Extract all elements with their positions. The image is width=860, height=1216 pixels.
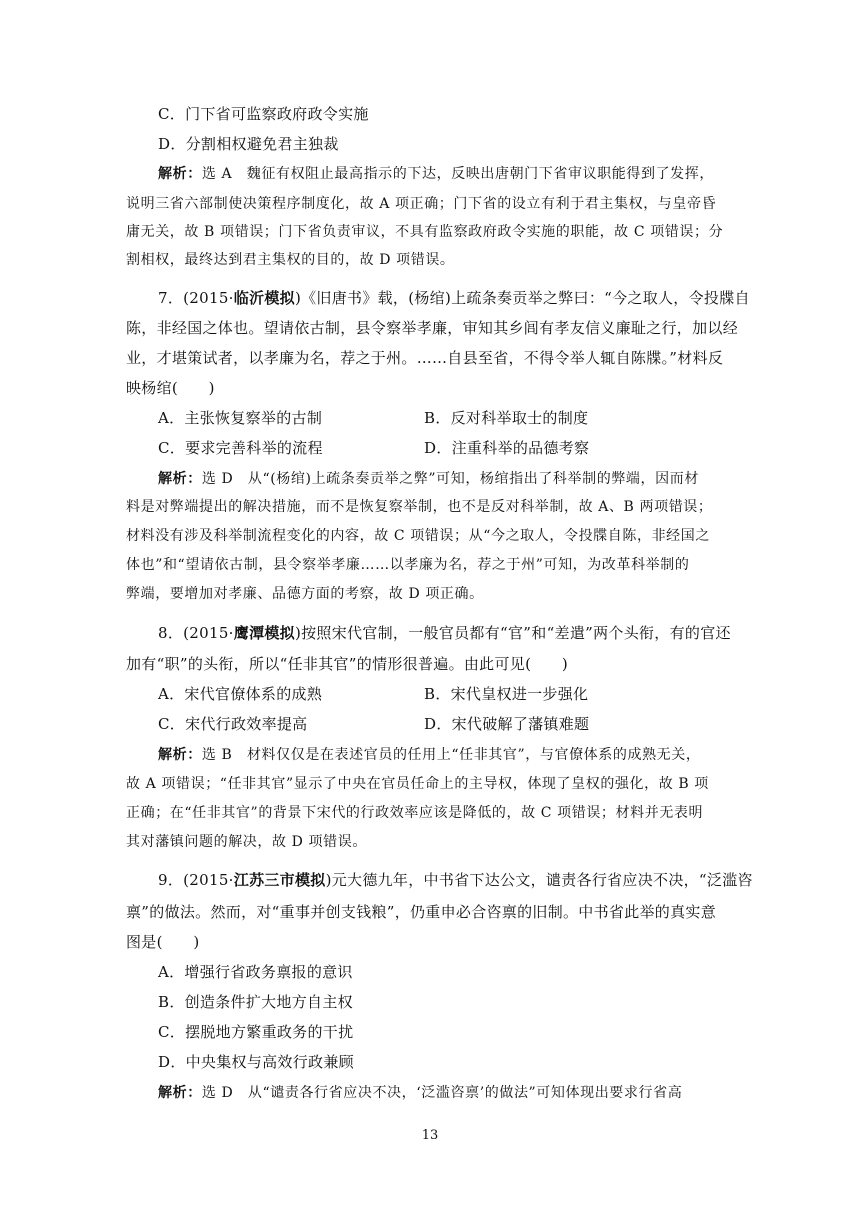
q8-analysis-line: 正确；在“任非其官”的背景下宋代的行政效率应该是降低的，故 C 项错误；材料并无表明 [126, 805, 704, 821]
q6-analysis-line: 割相权，最终达到君主集权的目的，故 D 项错误。 [126, 252, 455, 268]
source-suffix: ) [294, 289, 302, 307]
question-number: 7． [158, 289, 184, 307]
q7-stem-line: 业，才堪策试者，以孝廉为名，荐之于州。……自县至省，不得令举人辄自陈牒。”材料反 [126, 349, 724, 367]
q7-stem [158, 288, 750, 308]
q7-analysis-line: 体也”和“望请依古制，县令察举孝廉……以孝廉为名，荐之于州”可知，为改革科举制的 [126, 557, 690, 573]
q6-option-c: C．门下省可监察政府政令实施 [158, 105, 369, 123]
analysis-label: 解析： [158, 1085, 202, 1101]
question-number: 9． [158, 871, 184, 889]
source-prefix: (2015· [183, 289, 234, 307]
q9-analysis-line [158, 1083, 682, 1103]
stem-text: 元大德九年，中书省下达公文，谴责各行省应决不决，“泛滥咨 [331, 871, 753, 889]
q6-analysis-line [158, 164, 714, 184]
q7-option-a: A．主张恢复察举的古制 [158, 409, 323, 427]
q7-option-b: B．反对科举取士的制度 [424, 409, 589, 427]
q8-option-a: A．宋代官僚体系的成熟 [158, 685, 323, 703]
q7-stem-line: 陈，非经国之体也。望请依古制，县令察举孝廉，审知其乡闾有孝友信义廉耻之行，加以经 [126, 319, 739, 337]
q7-analysis-line: 弊端，要增加对孝廉、品德方面的考察，故 D 项正确。 [126, 586, 484, 602]
source-suffix: ) [294, 624, 302, 642]
q9-option-b: B．创造条件扩大地方自主权 [158, 993, 353, 1011]
q9-stem [158, 870, 753, 890]
source-prefix: (2015· [183, 624, 234, 642]
q8-option-c: C．宋代行政效率提高 [158, 715, 308, 733]
source-name: 鹰潭模拟 [233, 624, 295, 642]
analysis-text: 选 B 材料仅仅是在表述官员的任用上“任非其官”，与官僚体系的成熟无关， [201, 747, 701, 763]
q6-analysis-line: 庸无关，故 B 项错误；门下省负责审议，不具有监察政府政令实施的职能，故 C 项错误；分 [126, 224, 724, 240]
stem-text: 按照宋代官制，一般官员都有“官”和“差遣”两个头衔，有的官还 [301, 624, 731, 642]
q8-option-b: B．宋代皇权进一步强化 [424, 685, 589, 703]
page-number: 13 [421, 1128, 439, 1143]
source-suffix: ) [325, 871, 332, 889]
q7-stem-line: 映杨绾( ) [126, 379, 215, 397]
q9-option-a: A．增强行省政务禀报的意识 [158, 963, 353, 981]
source-name: 江苏三市模拟 [233, 871, 326, 889]
analysis-label: 解析： [158, 166, 202, 182]
q8-analysis-line: 故 A 项错误；“任非其官”显示了中央在官员任命上的主导权，体现了皇权的强化，故 B 项 [126, 776, 709, 792]
q9-stem-line: 禀”的做法。然而，对“重事并创支钱粮”，仍重申必合咨禀的旧制。中书省此举的真实意 [126, 903, 717, 921]
q7-option-c: C．要求完善科举的流程 [158, 439, 323, 457]
analysis-text: 选 D 从“谴责各行省应决不决，‘泛滥咨禀’的做法”可知体现出要求行省高 [201, 1085, 683, 1101]
question-number: 8． [158, 624, 184, 642]
analysis-label: 解析： [158, 471, 202, 487]
analysis-text: 选 D 从“(杨绾)上疏条奏贡举之弊”可知，杨绾指出了科举制的弊端，因而材 [201, 471, 699, 487]
q7-analysis-line: 材料没有涉及科举制流程变化的内容，故 C 项错误；从“今之取人，令投牒自陈，非经国之 [126, 528, 710, 544]
stem-text: 《旧唐书》载，(杨绾)上疏条奏贡举之弊曰：“今之取人，令投牒自 [301, 289, 750, 307]
q8-option-d: D．宋代破解了藩镇难题 [424, 715, 590, 733]
q9-stem-line: 图是( ) [126, 933, 200, 951]
q7-analysis-line: 料是对弊端提出的解决措施，而不是恢复察举制，也不是反对科举制，故 A、B 两项错误； [126, 499, 713, 515]
q9-option-c: C．摆脱地方繁重政务的干扰 [158, 1023, 354, 1041]
q7-option-d: D．注重科举的品德考察 [424, 439, 590, 457]
analysis-text: 选 A 魏征有权阻止最高指示的下达，反映出唐朝门下省审议职能得到了发挥， [201, 166, 714, 182]
q6-analysis-line: 说明三省六部制使决策程序制度化，故 A 项正确；门下省的设立有利于君主集权，与皇帝昏 [126, 196, 717, 212]
source-prefix: (2015· [183, 871, 234, 889]
q8-analysis-line [158, 745, 700, 765]
analysis-label: 解析： [158, 747, 202, 763]
q8-analysis-line: 其对藩镇问题的解决，故 D 项错误。 [126, 834, 367, 850]
q8-stem [158, 623, 731, 643]
q7-analysis-line [158, 469, 699, 489]
q8-stem-line: 加有“职”的头衔，所以“任非其官”的情形很普遍。由此可见( ) [126, 655, 568, 673]
q9-option-d: D．中央集权与高效行政兼顾 [158, 1053, 354, 1071]
source-name: 临沂模拟 [233, 289, 295, 307]
q6-option-d: D．分割相权避免君主独裁 [158, 135, 339, 153]
